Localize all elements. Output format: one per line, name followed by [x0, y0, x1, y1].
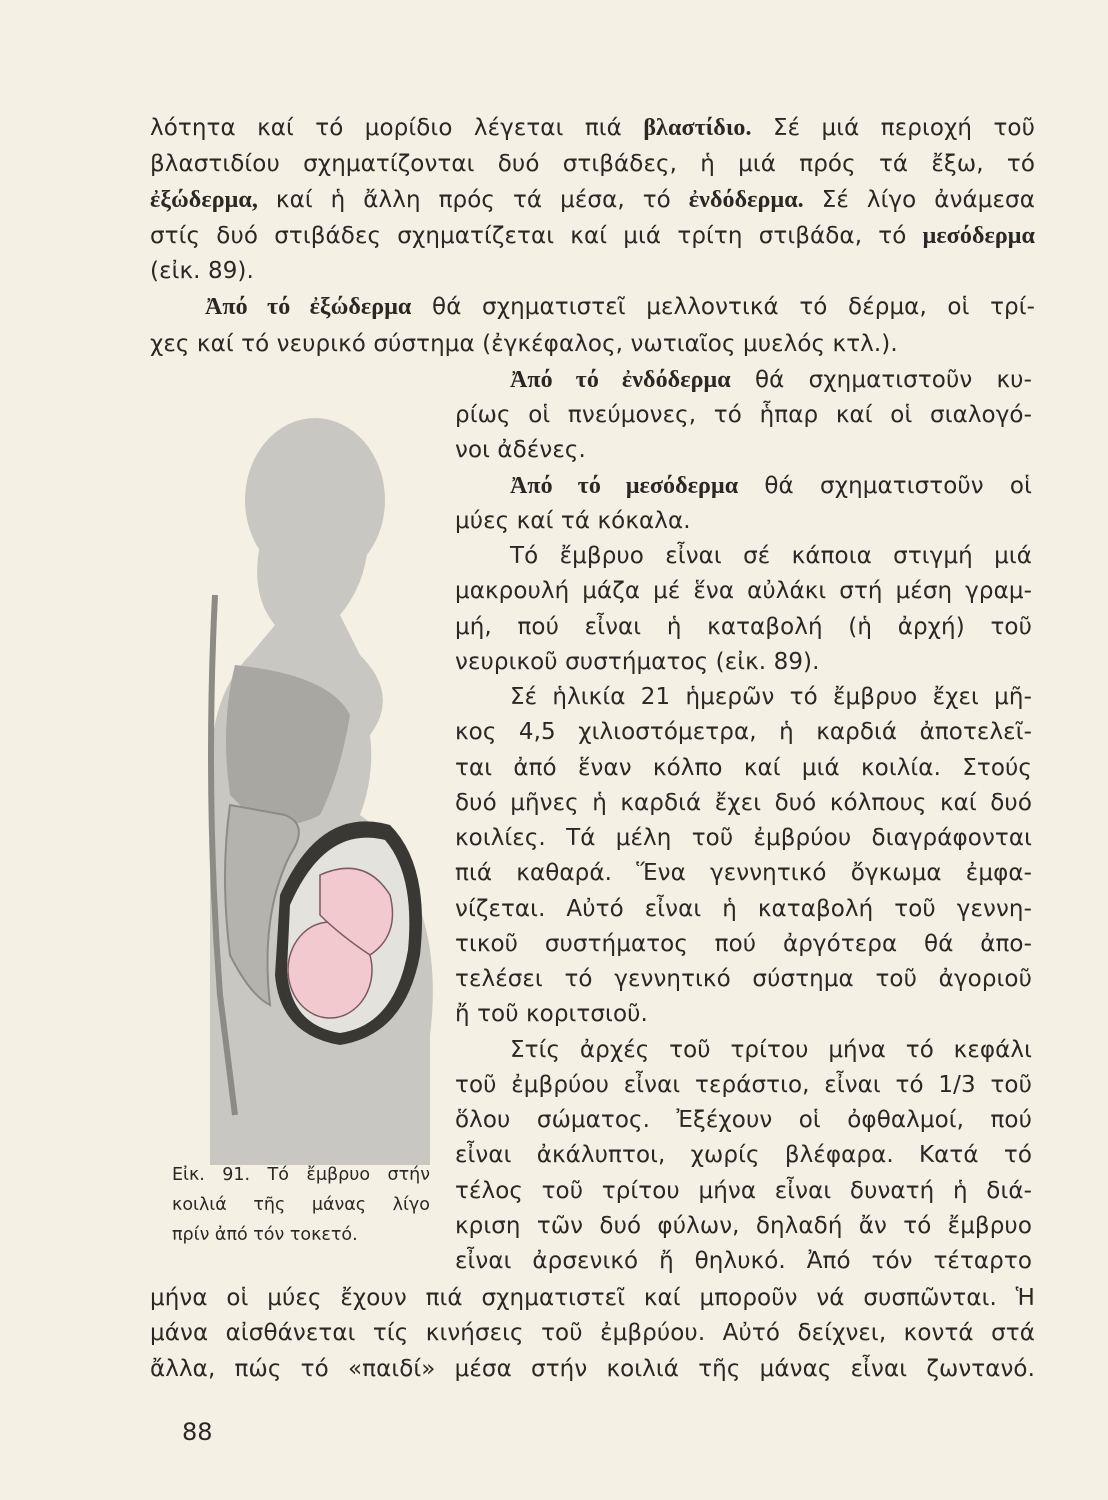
text-segment: δυό μῆνες ἡ καρδιά ἔχει δυό κόλπους καί δυό [455, 789, 1032, 816]
text-line [150, 1351, 1035, 1387]
text-segment: (εἰκ. 89). [150, 258, 254, 284]
text-segment: εἶναι ἀρσενικό ἤ θηλυκό. Ἀπό τόν τέταρτο [455, 1248, 1032, 1274]
text-line [455, 1243, 1032, 1279]
text-line [455, 503, 1032, 539]
text-line [510, 468, 1032, 504]
text-segment: νίζεται. Αὐτό εἶναι ἡ καταβολή τοῦ γεννη- [455, 895, 1032, 922]
text-line [455, 573, 1032, 609]
text-segment: Σέ ἡλικία 21 ἡμερῶν τό ἔμβρυο ἔχει μῆ- [510, 684, 1032, 711]
bold-term: Ἀπό τό μεσόδερμα [510, 472, 739, 499]
text-segment: βλαστιδίου σχηματίζονται δυό στιβάδες, ἡ μιά πρός τά ἔξω, τό [150, 151, 1035, 177]
text-segment: ὅλου σώματος. Ἐξέχουν οἱ ὀφθαλμοί, πού [455, 1107, 1032, 1134]
text-line [455, 1067, 1032, 1103]
page-number: 88 [182, 1418, 213, 1446]
text-line [455, 609, 1032, 645]
text-segment: χες καί τό νευρικό σύστημα (ἐγκέφαλος, νωτιαῖος μυελός κτλ.). [150, 331, 898, 357]
text-line [150, 253, 1035, 289]
text-line [455, 644, 1032, 680]
text-segment: ται ἀπό ἕναν κόλπο καί μιά κοιλία. Στούς [455, 754, 1032, 781]
bold-term: ἐξώδερμα, [150, 187, 258, 213]
text-line [510, 679, 1032, 715]
text-line [455, 750, 1032, 786]
text-segment: θά σχηματιστοῦν οἱ [738, 472, 1032, 499]
text-segment: Τό ἔμβρυο εἶναι σέ κάποια στιγμή μιά [510, 543, 1032, 570]
text-segment: κριση τῶν δυό φύλων, δηλαδή ἄν τό ἔμβρυο [455, 1212, 1032, 1239]
text-line [150, 182, 1035, 218]
text-segment: θά σχηματιστοῦν κυ- [730, 367, 1032, 393]
text-segment: Στίς ἀρχές τοῦ τρίτου μήνα τό κεφάλι [510, 1036, 1032, 1063]
text-segment: τικοῦ συστήματος πού ἀργότερα θά ἀπο- [455, 930, 1032, 957]
bold-term: βλαστίδιο. [643, 115, 752, 141]
text-line [455, 820, 1032, 856]
text-line [455, 996, 1032, 1032]
text-segment: νευρικοῦ συστήματος (εἰκ. 89). [455, 648, 820, 675]
text-segment: Σέ μιά περιοχή τοῦ [751, 115, 1035, 141]
bold-term: μεσόδερμα [922, 223, 1035, 249]
text-line [455, 1208, 1032, 1244]
text-segment: πιά καθαρά. Ἕνα γεννητικό ὄγκωμα ἐμφα- [455, 860, 1032, 887]
caption-line: πρίν ἀπό τόν τοκετό. [172, 1225, 358, 1245]
text-line [455, 855, 1032, 891]
text-segment: μακρουλή μάζα μέ ἕνα αὐλάκι στή μέση γραμ- [455, 578, 1032, 605]
bold-term: Ἀπό τό ἐξώδερμα [205, 294, 412, 320]
text-line [150, 326, 1035, 362]
caption-line: Εἰκ. 91. Τό ἔμβρυο στήν [172, 1165, 430, 1185]
text-segment: μύες καί τά κόκαλα. [455, 507, 691, 534]
bold-term: Ἀπό τό ἐνδόδερμα [510, 367, 731, 393]
text-line [150, 218, 1035, 254]
text-line [455, 785, 1032, 821]
text-segment: θά σχηματιστεῖ μελλοντικά τό δέρμα, οἱ τρί- [411, 294, 1035, 320]
text-line [150, 110, 1035, 146]
text-segment: μάνα αἰσθάνεται τίς κινήσεις τοῦ ἐμβρύου. Αὐτό δείχνει, κοντά στά [150, 1320, 1035, 1346]
text-line [455, 1102, 1032, 1138]
text-line [455, 961, 1032, 997]
text-segment: καί ἡ ἄλλη πρός τά μέσα, τό [257, 187, 689, 213]
text-line [510, 538, 1032, 574]
text-segment: μήνα οἱ μύες ἔχουν πιά σχηματιστεῖ καί μποροῦν νά συσπῶνται. Ἡ [150, 1285, 1035, 1311]
text-segment: τέλος τοῦ τρίτου μήνα εἶναι δυνατή ἡ διά- [455, 1177, 1032, 1204]
figure-pregnant-woman-illustration [190, 395, 445, 1165]
text-segment: μή, πού εἶναι ἡ καταβολή (ἡ ἀρχή) τοῦ [455, 613, 1032, 640]
text-segment: ἤ τοῦ κοριτσιοῦ. [455, 1001, 648, 1028]
text-line [455, 397, 1032, 433]
text-line [455, 1173, 1032, 1209]
text-line [150, 1315, 1035, 1351]
text-segment: Σέ λίγο ἀνάμεσα [803, 187, 1035, 213]
text-line [455, 1137, 1032, 1173]
text-line [205, 289, 1035, 325]
text-segment: στίς δυό στιβάδες σχηματίζεται καί μιά τρίτη στιβάδα, τό [150, 223, 923, 249]
text-segment: ρίως οἱ πνεύμονες, τό ἧπαρ καί οἱ σιαλογό- [455, 402, 1032, 429]
caption-line: κοιλιά τῆς μάνας λίγο [172, 1195, 430, 1215]
text-line [510, 362, 1032, 398]
text-segment: κοιλίες. Τά μέλη τοῦ ἐμβρύου διαγράφονται [455, 825, 1032, 852]
text-segment: νοι ἀδένες. [455, 437, 586, 464]
text-line [510, 1032, 1032, 1068]
text-segment: εἶναι ἀκάλυπτοι, χωρίς βλέφαρα. Κατά τό [455, 1142, 1032, 1169]
text-segment: λότητα καί τό μορίδιο λέγεται πιά [150, 115, 644, 141]
text-line [455, 891, 1032, 927]
text-line [150, 1280, 1035, 1316]
text-segment: ἄλλα, πώς τό «παιδί» μέσα στήν κοιλιά τῆς μάνας εἶναι ζωντανό. [150, 1356, 1035, 1382]
text-line [455, 432, 1032, 468]
bold-term: ἐνδόδερμα. [688, 187, 804, 213]
text-segment: τελέσει τό γεννητικό σύστημα τοῦ ἀγοριοῦ [455, 966, 1032, 993]
text-segment: κος 4,5 χιλιοστόμετρα, ἡ καρδιά ἀποτελεῖ- [455, 719, 1032, 746]
text-line [455, 926, 1032, 962]
text-segment: τοῦ ἐμβρύου εἶναι τεράστιο, εἶναι τό 1/3 τοῦ [455, 1071, 1032, 1098]
text-line [455, 714, 1032, 750]
text-line [150, 146, 1035, 182]
